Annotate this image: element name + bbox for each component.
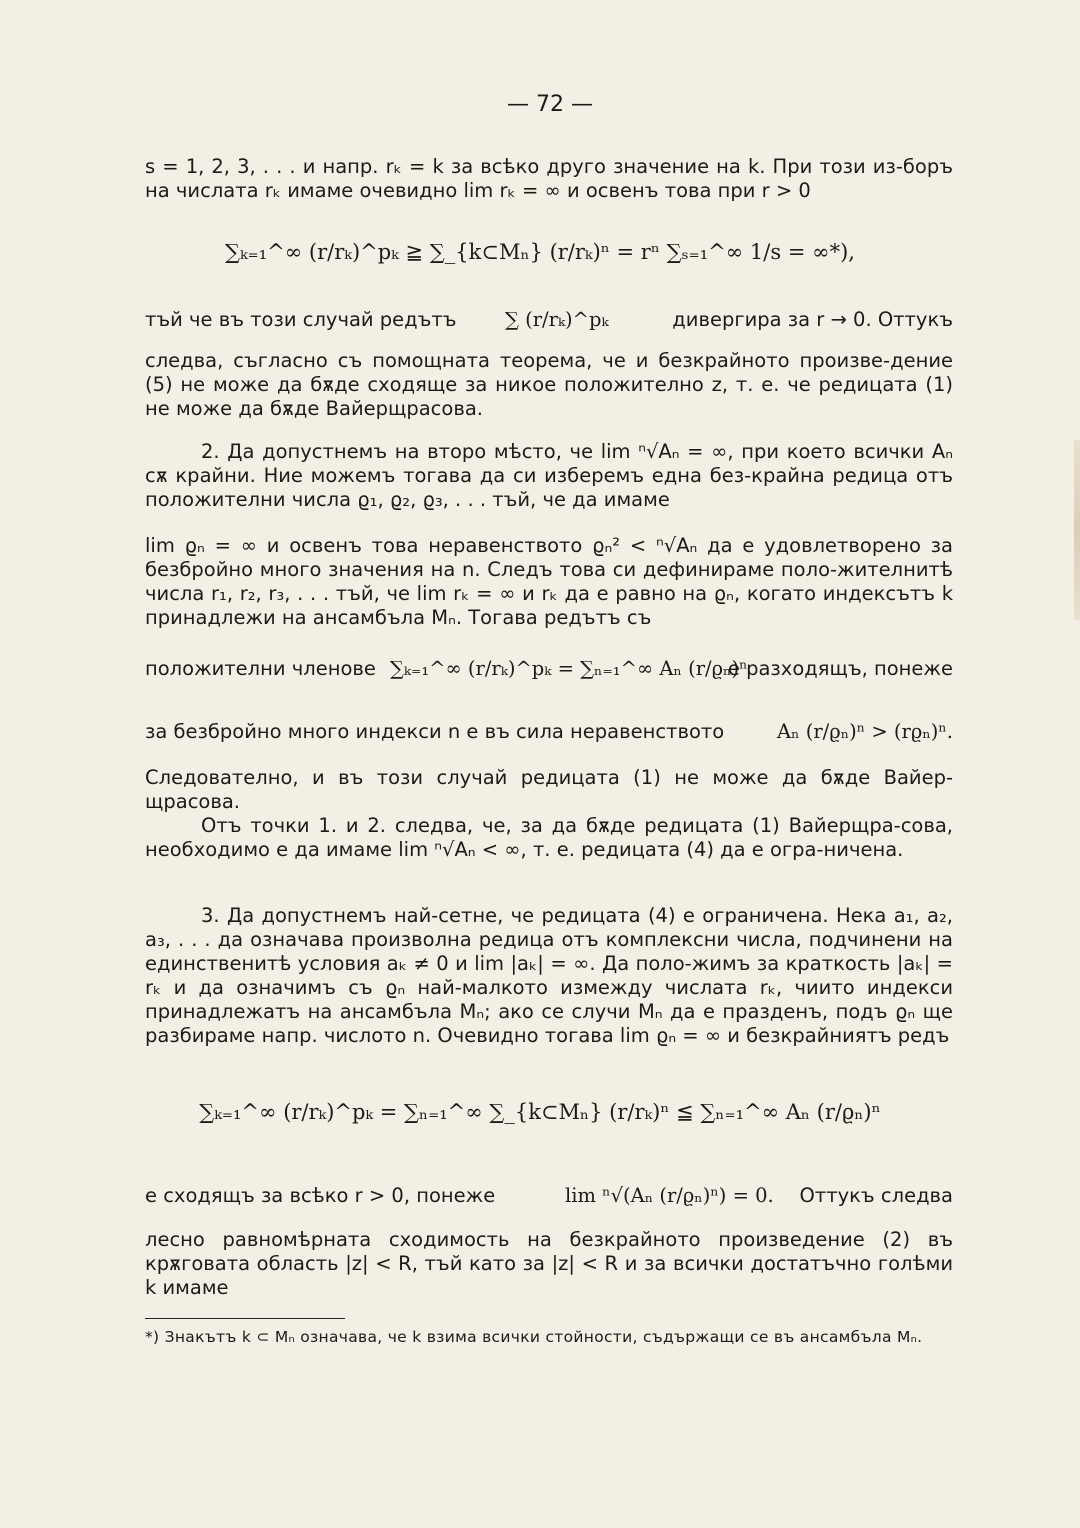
footnote: *) Знакътъ k ⊂ Mₙ означава, че k взима всички стойности, съдържащи се въ ансамбъла Mₙ. bbox=[145, 1328, 923, 1346]
paragraph-6-left: положителни членове bbox=[145, 657, 376, 680]
paragraph-11-formula: lim ⁿ√(Aₙ (r/ϱₙ)ⁿ) = 0. bbox=[565, 1184, 774, 1207]
page-number: — 72 — bbox=[507, 92, 593, 117]
paragraph-10: 3. Да допустнемъ най-сетне, че редицата (4) е ограничена. Нека a₁, a₂, a₃, . . . да означава произволна редица отъ комплексни числа, подчинени на единственитѣ условия aₖ ≠ 0 и lim |aₖ| = ∞. Да поло-жимъ за краткость |aₖ| = rₖ и да означимъ съ ϱₙ най-малкото измежду числата rₖ, чиито индекси принадлежатъ на ансамбъла Mₙ; ако се случи Mₙ да е празденъ, подъ ϱₙ ще разбираме напр. числото n. Очевидно тогава lim ϱₙ = ∞ и безкрайниятъ редъ bbox=[145, 904, 953, 1047]
paragraph-3: следва, съгласно съ помощната теорема, че и безкрайното произве-дение (5) не може да бѫде сходяще за никое положително z, т. е. че редицата (1) не може да бѫде Вайерщрасова. bbox=[145, 349, 953, 420]
paragraph-2-left: тъй че въ този случай редътъ bbox=[145, 308, 457, 331]
paragraph-8: Следователно, и въ този случай редицата (1) не може да бѫде Вайер-щрасова. bbox=[145, 766, 953, 813]
paragraph-11-left: е сходящъ за всѣко r > 0, понеже bbox=[145, 1184, 496, 1207]
footnote-divider bbox=[145, 1318, 345, 1319]
formula-1: ∑ₖ₌₁^∞ (r/rₖ)^pₖ ≧ ∑_{k⊂Mₙ} (r/rₖ)ⁿ = rⁿ ∑ₛ₌₁^∞ 1/s = ∞*), bbox=[225, 240, 855, 264]
paragraph-7-left: за безбройно много индекси n е въ сила неравенството bbox=[145, 720, 725, 743]
paragraph-9: Отъ точки 1. и 2. следва, че, за да бѫде редицата (1) Вайерщра-сова, необходимо е да имаме lim ⁿ√Aₙ < ∞, т. е. редицата (4) да е огра-ничена. bbox=[145, 814, 953, 861]
paragraph-11-right: Оттукъ следва bbox=[799, 1184, 953, 1207]
paragraph-2-formula: ∑ (r/rₖ)^pₖ bbox=[505, 308, 609, 331]
paragraph-5: lim ϱₙ = ∞ и освенъ това неравенството ϱₙ² < ⁿ√Aₙ да е удовлетворено за безбройно много значения на n. Следъ това си дефинираме поло-жителнитѣ числа r₁, r₂, r₃, . . . тъй, че lim rₖ = ∞ и rₖ да е равно на ϱₙ, когато индексътъ k принадлежи на ансамбъла Mₙ. Тогава редътъ съ bbox=[145, 534, 953, 629]
page-edge-stain bbox=[1074, 440, 1080, 620]
paragraph-2-right: дивергира за r → 0. Оттукъ bbox=[672, 308, 953, 331]
paragraph-6-right: е разходящъ, понеже bbox=[727, 657, 953, 680]
paragraph-12: лесно равномѣрната сходимость на безкрайното произведение (2) въ крѫговата область |z| < R, тъй като за |z| < R и за всички достатъчно голѣми k имаме bbox=[145, 1228, 953, 1299]
paragraph-6-formula: ∑ₖ₌₁^∞ (r/rₖ)^pₖ = ∑ₙ₌₁^∞ Aₙ (r/ϱₙ)ⁿ bbox=[390, 657, 748, 680]
paragraph-7-formula: Aₙ (r/ϱₙ)ⁿ > (rϱₙ)ⁿ. bbox=[777, 720, 953, 743]
formula-2: ∑ₖ₌₁^∞ (r/rₖ)^pₖ = ∑ₙ₌₁^∞ ∑_{k⊂Mₙ} (r/rₖ)ⁿ ≦ ∑ₙ₌₁^∞ Aₙ (r/ϱₙ)ⁿ bbox=[199, 1100, 881, 1124]
paragraph-1: s = 1, 2, 3, . . . и напр. rₖ = k за всѣко друго значение на k. При този из-боръ на числата rₖ имаме очевидно lim rₖ = ∞ и освенъ това при r > 0 bbox=[145, 155, 953, 202]
paragraph-4: 2. Да допустнемъ на второ мѣсто, че lim ⁿ√Aₙ = ∞, при което всички Aₙ сѫ крайни. Ние можемъ тогава да си изберемъ една без-крайна редица отъ положителни числа ϱ₁, ϱ₂, ϱ₃, . . . тъй, че да имаме bbox=[145, 440, 953, 511]
